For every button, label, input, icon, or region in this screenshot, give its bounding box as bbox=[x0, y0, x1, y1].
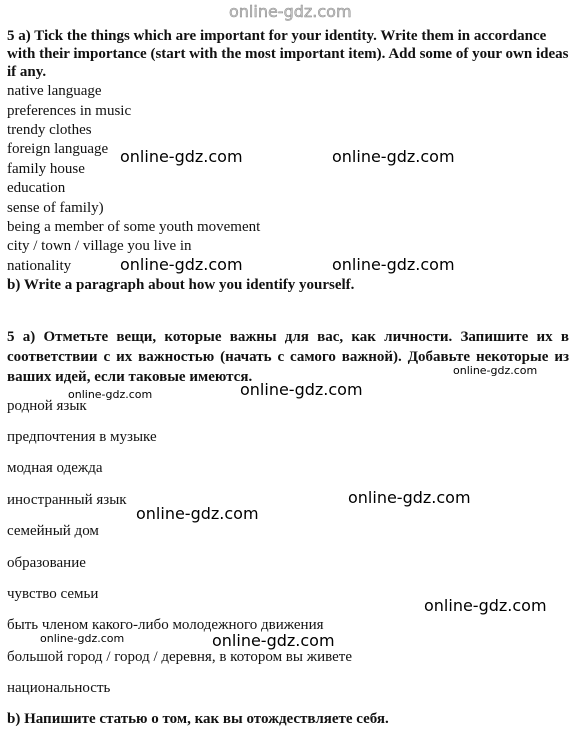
list-item: родной язык bbox=[7, 398, 87, 414]
watermark-top: online-gdz.com bbox=[229, 2, 352, 21]
watermark: online-gdz.com bbox=[40, 632, 125, 645]
list-item: trendy clothes bbox=[7, 122, 92, 138]
list-item: native language bbox=[7, 83, 102, 99]
list-item: foreign language bbox=[7, 141, 109, 157]
watermark: online-gdz.com bbox=[136, 504, 259, 523]
list-item: национальность bbox=[7, 680, 111, 696]
list-item: city / town / village you live in bbox=[7, 238, 192, 254]
task-a-russian: 5 а) Отметьте вещи, которые важны для вас, как личности. Запишите их в соответствии с их важностью (начать с самого важной). Добавьте некоторые из ваших идей, если таковые имеются. bbox=[7, 329, 569, 385]
task-b-english: b) Write a paragraph about how you identify yourself. bbox=[7, 277, 355, 293]
list-item: чувство семьи bbox=[7, 586, 99, 602]
list-item: большой город / город / деревня, в котором вы живете bbox=[7, 649, 352, 665]
list-item: nationality bbox=[7, 258, 72, 274]
list-item: sense of family) bbox=[7, 200, 104, 216]
watermark: online-gdz.com bbox=[348, 488, 471, 507]
watermark: online-gdz.com bbox=[240, 380, 363, 399]
watermark: online-gdz.com bbox=[424, 596, 547, 615]
list-item: модная одежда bbox=[7, 460, 103, 476]
list-item: being a member of some youth movement bbox=[7, 219, 261, 235]
list-item: family house bbox=[7, 161, 85, 177]
watermark: online-gdz.com bbox=[120, 147, 243, 166]
task-a-english: 5 a) Tick the things which are important for your identity. Write them in accordance with their importance (start with the most important item). Add some of your own ideas if any. bbox=[7, 28, 569, 80]
watermark: online-gdz.com bbox=[332, 147, 455, 166]
list-item: preferences in music bbox=[7, 103, 132, 119]
watermark: online-gdz.com bbox=[212, 631, 335, 650]
list-item: быть членом какого-либо молодежного движения bbox=[7, 617, 324, 633]
list-item: семейный дом bbox=[7, 523, 99, 539]
list-item: образование bbox=[7, 555, 86, 571]
watermark: online-gdz.com bbox=[332, 255, 455, 274]
list-item: education bbox=[7, 180, 66, 196]
task-b-russian: b) Напишите статью о том, как вы отождествляете себя. bbox=[7, 711, 389, 727]
list-item: иностранный язык bbox=[7, 492, 127, 508]
watermark: online-gdz.com bbox=[120, 255, 243, 274]
watermark: online-gdz.com bbox=[68, 388, 153, 401]
watermark: online-gdz.com bbox=[453, 364, 538, 377]
list-item: предпочтения в музыке bbox=[7, 429, 157, 445]
